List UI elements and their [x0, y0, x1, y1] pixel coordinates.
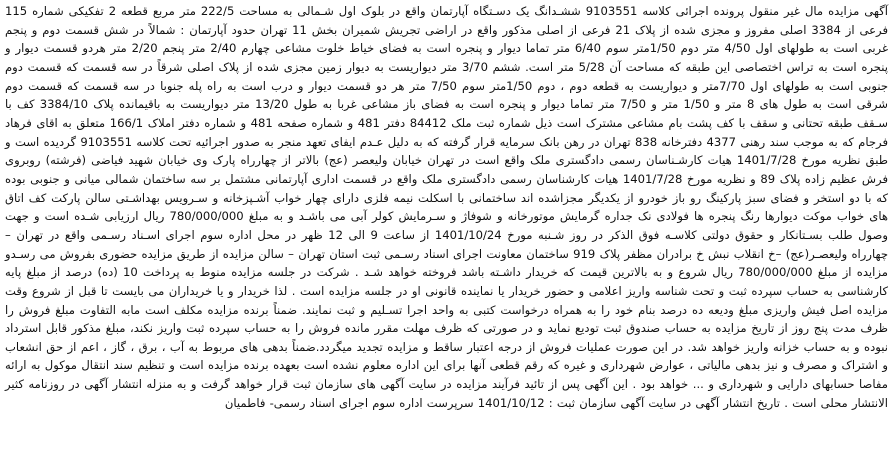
auction-notice-text: آگهی مزایده مال غیر منقول پرونده اجرائی کلاسه 9103551 ششـدانگ یک دسـتگاه آپارتمان واقع در بلوک اول شـمالی به مساحت 222/5 متر مربع قطعه 2 تفکیکی شماره 115 فرعی از 3384 اصلی مفروز و مجزی شده از پلاک 21 فرعی از اصلی مذکور واقع در اراضی تجریش شمیران بخش 11 تهران حدود آپارتمان : شمالاً در شش قسمت دوم و پنجم غربی است به طولهای اول 4/50 متر دوم 1/50متر سوم 6/40 متر تماما دیوار و پنجره است به فضای خیاط خلوت مشاعی چهارم 2/40 متر پنجم 2/20 متر هردو قسمت دیوار و پنجره است به تراس اختصاصی این طبقه که مساحت آن 5/28 متر است. ششم 3/70 متر دیواریست به دیوار زمین مجزی شده از پلاک اصلی شرقاً در سه قسمت که قسمت دوم جنوبی است به طولهای اول 7/70متر و دیواریست به قطعه دوم ، دوم 1/50متر سوم 7/50 متر هر دو قسمت دیوار و درب است به راه پله جنوبا در سه قسمت که قسمت دوم شرقی است به طول های 8 متر و 1/50 متر و 7/50 متر تماما دیوار و پنجره است به فضای باز مشاعی غربا به طول 13/20 متر دیواریست به باقیمانده پلاک 3384/10 کف با سـقف طبقه تحتانی و سقف با کف پشت بام مشاعی مشترک است ذیل شماره ثبت ملک 84412 دفتر 481 و شماره صفحه 481 و شماره دفتر املاک 166/1 متعلق به اقای فرهاد فرجام که به موجب سند رهنی 4377 دفترخانه 838 تهران در رهن بانک سرمایه قرار گرفته که به دلیل عـدم ایفای تعهد منجر به صدور اجرائیه تحت کلاسه 9103551 گردیده است و طبق نظریه مورخ 1401/7/28 هیات کارشـناسان رسمی دادگستری ملک واقع است در تهران خیابان ولیعصر (عج) بالاتر از چهارراه پارک وی خیابان شهید فیاضی (فرشته) روبروی فرش عظیم زاده پلاک 89 و نظریه مورخ 1401/7/28 هیات کارشناسان رسمی دادگستری ملک واقع در قسمت اداری آپارتمانی مشتمل بر سه ساختمان شمالی میانی و جنوبی بوده که با دو استخر و فضای سبز پارکینگ رو باز خودرو از یکدیگر مجزاشده اند ساختمانی با اسکلت نیمه فلزی دارای چهار خواب آشـپزخانه و سـرویس بهداشـتی سالن پارکت کف اتاق های خواب موکت دیوارها رنگ پنجره ها فولادی نک جداره گرمایش موتورخانه و شوفاژ و سـرمایش کولر آبی می باشـد و به مبلغ 780/000/000 ریال ارزیابی شـده است و جهت وصول طلب بسـتانکار و حقوق دولتی کلاسـه فوق الذکر در روز شـنبه مورخ 1401/10/24 از ساعت 9 الی 12 ظهر در محل اداره سوم اجرای اسـناد رسـمی واقع در تهران – چهارراه ولیعصـر(عج) –خ انقلاب نبش خ برادران مظفر پلاک 919 ساختمان معاونت اجرای اسناد رسـمی ثبت استان تهران – سالن مزایده از طریق مزایده حضوری بفروش می رسـدو مزایده از مبلغ 780/000/000 ریال شروع و به بالاترین قیمت که خریدار داشـته باشد فروخته خواهد شـد . شرکت در جلسه مزایده منوط به پرداخت 10 (ده) درصد از مبلغ پایه کارشناسی به حساب سپرده ثبت و تحت شناسه واریز اعلامی و حضور خریدار یا نماینده قانونی او در جلسه مزایده است . لذا خریدار و یا خریداران می بایست تا قبل از شروع وقت مزایده اصل فیش واریزی مبلغ ودیعه ده درصد بنام خود را به همراه درخواست کتبی به واحد اجرا تسـلیم و ثبت نمایند. ضمناً برنده مزایده مکلف است مابه التفاوت مبلغ فروش را ظرف مدت پنج روز از تاریخ مزایده به حساب صندوق ثبت تودیع نماید و در صورتی که ظرف مهلت مقرر مانده فروش را به حساب سپرده ثبت واریز نکند، مبلغ مذکور قابل استرداد نبوده و به حساب خزانه واریز خواهد شد. در این صورت عملیات فروش از درجه اعتبار ساقط و مزایده تجدید میگردد.ضمناً بدهی های مربوط به آب ، برق ، گاز ، اعم از حق انشعاب و اشتراک و مصرف و نیز بدهی مالیاتی ، عوارض شهرداری و غیره که رقم قطعی آنها برای این اداره معلوم نشده است بعهده برنده مزایده است و تنظیم سند انتقال موکول به ارائه مفاصا حسابهای دارایی و شهرداری و ... خواهد بود . این آگهی پس از تائید فرآیند مزایده در سایت آگهی های سازمان ثبت قرار خواهد گرفت و به منزله انتشار آگهی در روزنامه کثیر الانتشار محلی است . تاریخ انتشار آگهی در سایت آگهی سازمان ثبت : 1401/10/12 سرپرست اداره سوم اجرای اسناد رسمی- فاطمیان	[5, 4, 889, 410]
